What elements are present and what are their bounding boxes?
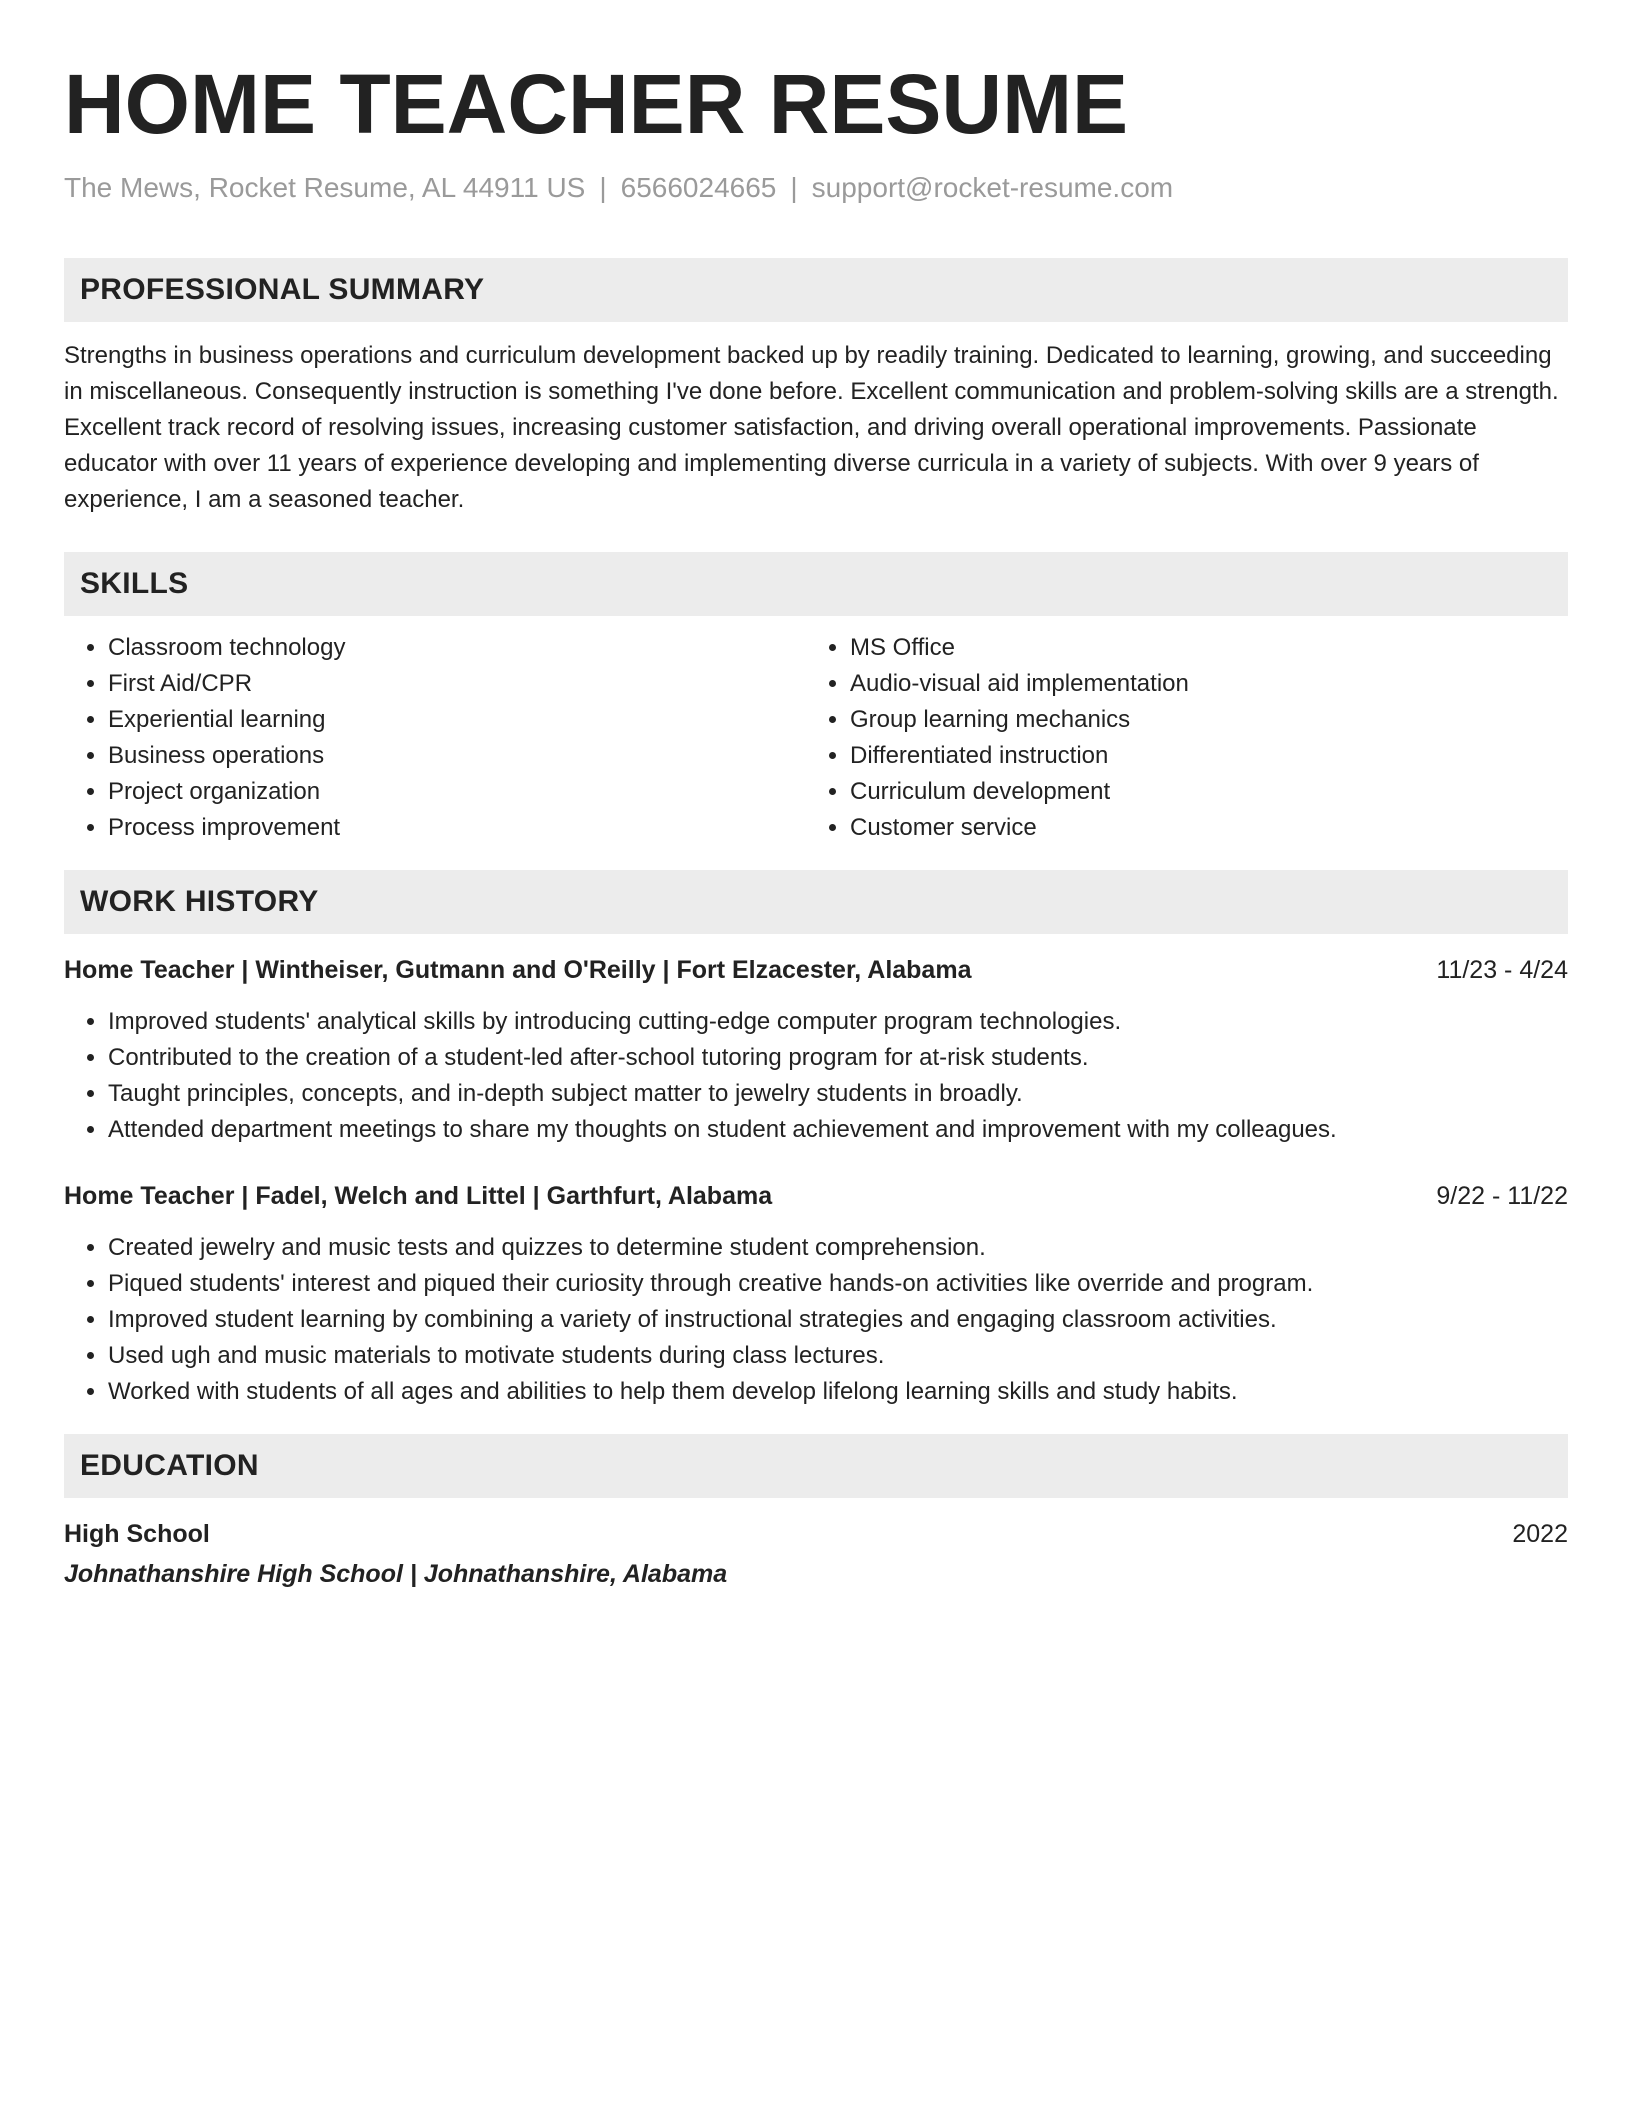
job-entry [64, 952, 1568, 1148]
job-dates: 11/23 - 4/24 [1436, 956, 1568, 984]
section-header-work-history: WORK HISTORY [64, 870, 1568, 934]
job-bullets [64, 1004, 1568, 1148]
contact-separator: | [790, 172, 798, 203]
skills-grid [64, 630, 1568, 846]
skill-item: • Differentiated instruction [850, 738, 1548, 774]
skill-item: • Curriculum development [850, 774, 1548, 810]
skill-item: • Classroom technology [108, 630, 806, 666]
skill-item: • MS Office [850, 630, 1548, 666]
contact-email: support@rocket-resume.com [811, 172, 1174, 203]
job-bullet: • Taught principles, concepts, and in-depth subject matter to jewelry students in broadly. [108, 1076, 1568, 1112]
skill-item: • First Aid/CPR [108, 666, 806, 702]
skill-item: • Customer service [850, 810, 1548, 846]
job-bullet: • Piqued students' interest and piqued their curiosity through creative hands-on activities like override and program. [108, 1266, 1568, 1302]
section-header-skills: SKILLS [64, 552, 1568, 616]
section-header-education: EDUCATION [64, 1434, 1568, 1498]
section-header-summary: PROFESSIONAL SUMMARY [64, 258, 1568, 322]
job-header [64, 1178, 1568, 1214]
resume-title: HOME TEACHER RESUME [64, 57, 1129, 151]
contact-line [64, 170, 1568, 206]
job-dates: 9/22 - 11/22 [1436, 1182, 1568, 1210]
summary-text: Strengths in business operations and curriculum development backed up by readily training. Dedicated to learning, growing, and succeeding in miscellaneous. Consequently instruction is something I've done before. Excellent communication and problem-solving skills are a strength. Excellent track record of resolving issues, increasing customer satisfaction, and driving overall operational improvements. Passionate educator with over 11 years of experience developing and implementing diverse curricula in a variety of subjects. With over 9 years of experience, I am a seasoned teacher. [64, 342, 1559, 513]
job-bullet: • Worked with students of all ages and abilities to help them develop lifelong learning skills and study habits. [108, 1374, 1568, 1410]
skill-item: • Group learning mechanics [850, 702, 1548, 738]
education-degree: High School [64, 1520, 210, 1548]
education-entry [64, 1516, 1568, 1552]
skill-item: • Project organization [108, 774, 806, 810]
education-year: 2022 [1512, 1520, 1568, 1548]
job-bullets [64, 1230, 1568, 1410]
job-bullet: • Attended department meetings to share my thoughts on student achievement and improvement with my colleagues. [108, 1112, 1568, 1148]
skills-list-right [806, 630, 1548, 846]
job-bullet: • Improved students' analytical skills by introducing cutting-edge computer program technologies. [108, 1004, 1568, 1040]
skills-list-left [64, 630, 806, 846]
skill-item: • Process improvement [108, 810, 806, 846]
job-title: Home Teacher | Wintheiser, Gutmann and O'Reilly | Fort Elzacester, Alabama [64, 956, 972, 984]
job-bullet: • Improved student learning by combining a variety of instructional strategies and engaging classroom activities. [108, 1302, 1568, 1338]
job-entry [64, 1178, 1568, 1410]
contact-address: The Mews, Rocket Resume, AL 44911 US [64, 172, 586, 203]
job-bullet: • Created jewelry and music tests and quizzes to determine student comprehension. [108, 1230, 1568, 1266]
contact-phone: 6566024665 [620, 172, 777, 203]
job-bullet: • Contributed to the creation of a student-led after-school tutoring program for at-risk students. [108, 1040, 1568, 1076]
skill-item: • Audio-visual aid implementation [850, 666, 1548, 702]
job-header [64, 952, 1568, 988]
contact-separator: | [599, 172, 607, 203]
skill-item: • Business operations [108, 738, 806, 774]
job-title: Home Teacher | Fadel, Welch and Littel | Garthfurt, Alabama [64, 1182, 773, 1210]
education-school: Johnathanshire High School | Johnathanshire, Alabama [64, 1560, 728, 1588]
skill-item: • Experiential learning [108, 702, 806, 738]
job-bullet: • Used ugh and music materials to motivate students during class lectures. [108, 1338, 1568, 1374]
